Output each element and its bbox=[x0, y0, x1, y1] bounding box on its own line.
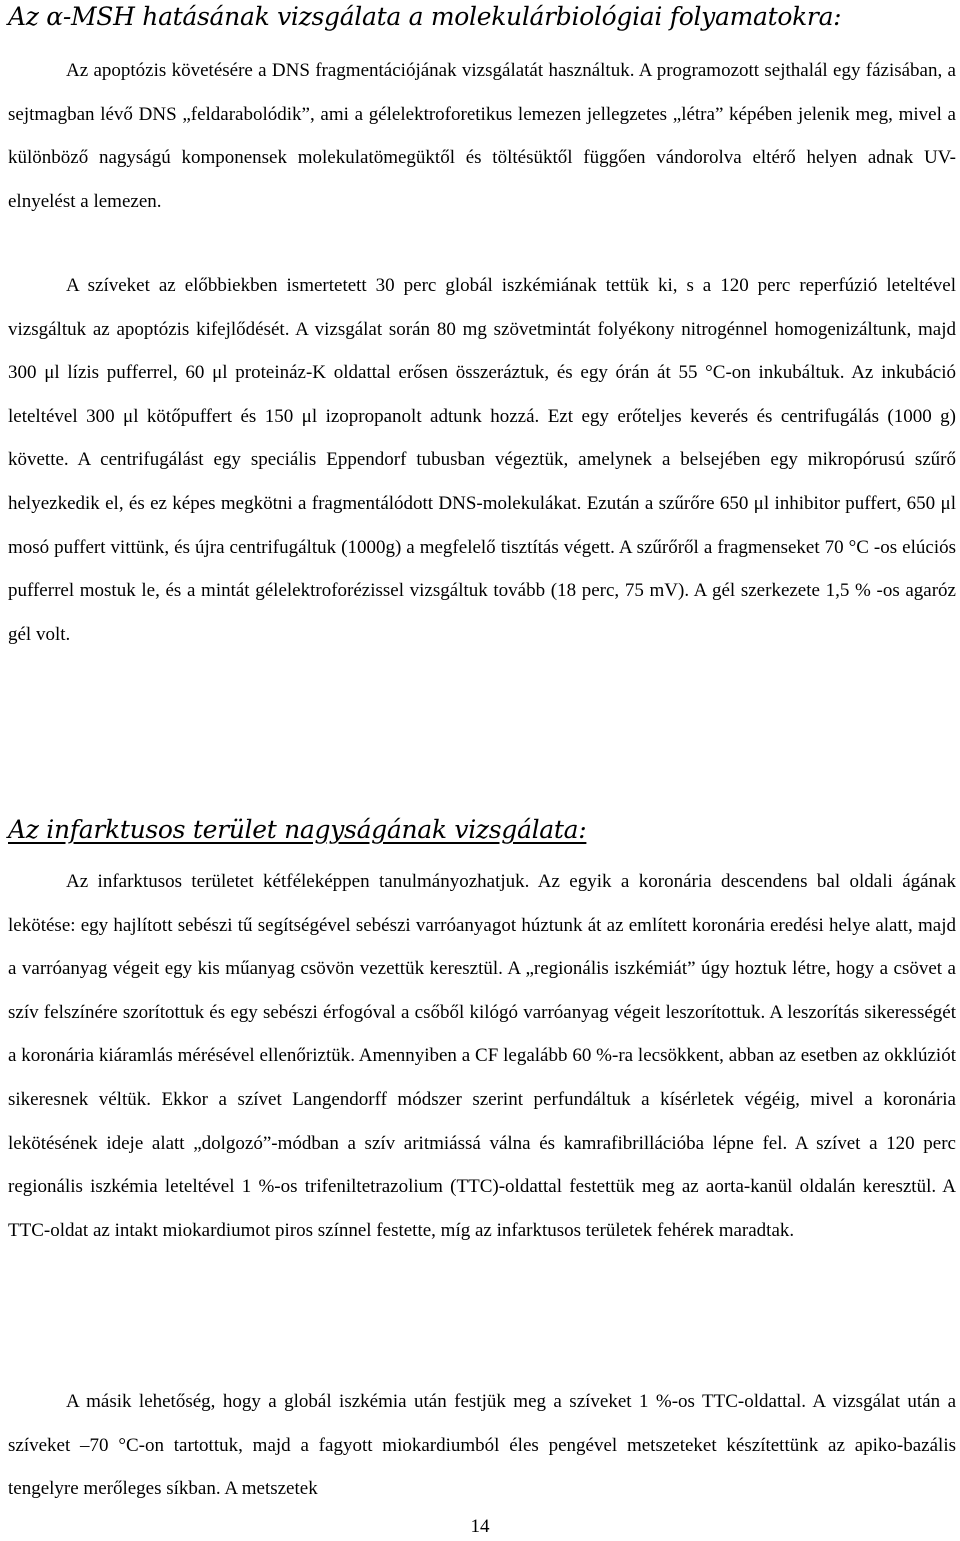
paragraph: A szíveket az előbbiekben ismertetett 30 perc globál iszkémiának tettük ki, s a 120 perc reperfúzió leteltével vizsgáltuk az apoptózis kifejlődését. A vizsgálat során 80 mg szövetmintát folyékony nitrogénnel homogenizáltunk, majd 300 μl lízis pufferrel, 60 μl proteináz-K oldattal erősen összeráztuk, és egy órán át 55 °C-on inkubáltuk. Az inkubáció leteltével 300 μl kötőpuffert és 150 μl izopropanolt adtunk hozzá. Ezt egy erőteljes keverés és centrifugálás (1000 g) követte. A centrifugálást egy speciális Eppendorf tubusban végeztük, amelynek a belsejében egy mikropórusú szűrő helyezkedik el, és ez képes megkötni a fragmentálódott DNS-molekulákat. Ezután a szűrőre 650 μl inhibitor puffert, 650 μl mosó puffert vittünk, és újra centrifugáltuk (1000g) a megfelelő tisztítás végett. A szűrőről a fragmenseket 70 °C -os elúciós pufferrel mostuk le, és a mintát gélelektroforézissel vizsgáltuk tovább (18 perc, 75 mV). A gél szerkezete 1,5 % -os agaróz gél volt. bbox=[8, 275, 956, 645]
page-number: 14 bbox=[470, 1516, 490, 1537]
paragraph: Az apoptózis követésére a DNS fragmentációjának vizsgálatát használtuk. A programozott sejthalál egy fázisában, a sejtmagban lévő DNS „feldarabolódik”, ami a gélelektroforetikus lemezen jellegzetes „létra” képében jelenik meg, mivel a különböző nagyságú komponensek molekulatömegüktől és töltésüktől függően vándorolva eltérő helyen adnak UV-elnyelést a lemezen. bbox=[8, 60, 956, 212]
section-heading-alpha-msh: Az α-MSH hatásának vizsgálata a molekulárbiológiai folyamatokra: bbox=[8, 2, 842, 31]
paragraph: Az infarktusos területet kétféleképpen tanulmányozhatjuk. Az egyik a koronária descendens bal oldali ágának lekötése: egy hajlított sebészi tű segítségével sebészi varróanyagot húztunk át az említett koronária eredési helye alatt, majd a varróanyag végeit egy kis műanyag csövön vezettük keresztül. A „regionális iszkémiát” úgy hoztuk létre, hogy a csövet a szív felszínére szorítottuk és egy sebészi érfogóval a csőből kilógó varróanyag végeit leszorítottuk. A leszorítás sikerességét a koronária kiáramlás mérésével ellenőriztük. Amennyiben a CF legalább 60 %-ra lecsökkent, abban az esetben az okklúziót sikeresnek véltük. Ekkor a szívet Langendorff módszer szerint perfundáltuk a kísérletek végéig, mivel a koronária lekötésének ideje alatt „dolgozó”-módban a szív aritmiássá válna és kamrafibrillációba lépne fel. A szívet a 120 perc regionális iszkémia leteltével 1 %-os trifeniltetrazolium (TTC)-oldattal festettük meg az aorta-kanül oldalán keresztül. A TTC-oldat az intakt miokardiumot piros színnel festette, míg az infarktusos területek fehérek maradtak. bbox=[8, 871, 956, 1241]
paragraph: A másik lehetőség, hogy a globál iszkémia után festjük meg a szíveket 1 %-os TTC-oldattal. A vizsgálat után a szíveket –70 °C-on tartottuk, majd a fagyott miokardiumból éles pengével metszeteket készítettünk az apiko-bazális tengelyre merőleges síkban. A metszetek bbox=[8, 1391, 956, 1500]
section-heading-infarct-size: Az infarktusos terület nagyságának vizsgálata: bbox=[8, 815, 587, 844]
